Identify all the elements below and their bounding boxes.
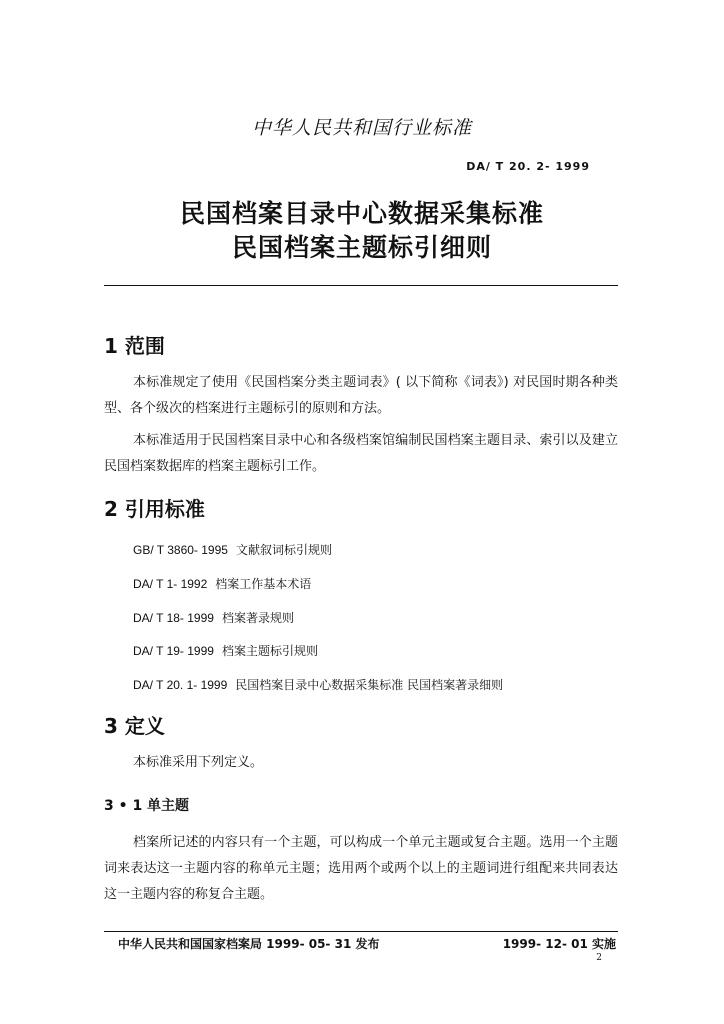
scope-paragraph-1: 本标准规定了使用《民国档案分类主题词表》( 以下简称《词表》) 对民国时期各种类型、各个级次的档案进行主题标引的原则和方法。 <box>104 375 618 416</box>
section-heading-references: 2 引用标准 <box>104 497 205 521</box>
single-subject-paragraph: 档案所记述的内容只有一个主题，可以构成一个单元主题或复合主题。选用一个主题词来表达这一主题内容的称单元主题；选用两个或两个以上的主题词进行组配来共同表达这一主题内容的称复合主题。 <box>104 835 618 902</box>
reference-code: DA/ T 18- 1999 <box>133 611 214 625</box>
issue-statement: 中华人民共和国国家档案局 1999- 05- 31 发布 <box>118 937 380 951</box>
reference-code: DA/ T 1- 1992 <box>133 577 208 591</box>
reference-code: DA/ T 20. 1- 1999 <box>133 678 228 692</box>
subsection-heading-single-subject: 3 • 1 单主题 <box>104 798 190 814</box>
issuing-category: 中华人民共和国行业标准 <box>251 117 472 139</box>
document-title-line-2: 民国档案主题标引细则 <box>231 233 492 262</box>
reference-title: 文献叙词标引规则 <box>235 543 332 557</box>
definitions-paragraph: 本标准采用下列定义。 <box>133 755 264 770</box>
reference-item <box>133 575 311 592</box>
effective-statement: 1999- 12- 01 实施 <box>502 937 616 951</box>
reference-code: DA/ T 19- 1999 <box>133 644 214 658</box>
title-divider <box>104 285 618 286</box>
scope-paragraph-2: 本标准适用于民国档案目录中心和各级档案馆编制民国档案主题目录、索引以及建立民国档案数据库的档案主题标引工作。 <box>104 433 618 474</box>
reference-item <box>133 541 332 558</box>
reference-item <box>133 642 318 659</box>
reference-code: GB/ T 3860- 1995 <box>133 543 228 557</box>
section-heading-scope: 1 范围 <box>104 334 165 358</box>
page-number: 2 <box>596 953 602 963</box>
reference-title: 档案主题标引规则 <box>221 644 318 658</box>
standard-code: DA/ T 20. 2- 1999 <box>466 160 590 173</box>
reference-item <box>133 676 503 693</box>
footer-divider <box>104 931 618 932</box>
reference-title: 民国档案目录中心数据采集标准 民国档案著录细则 <box>235 678 504 692</box>
reference-item <box>133 609 294 626</box>
reference-title: 档案工作基本术语 <box>215 577 312 591</box>
section-heading-definitions: 3 定义 <box>104 714 165 738</box>
document-title-line-1: 民国档案目录中心数据采集标准 <box>179 199 544 228</box>
reference-title: 档案著录规则 <box>221 611 294 625</box>
